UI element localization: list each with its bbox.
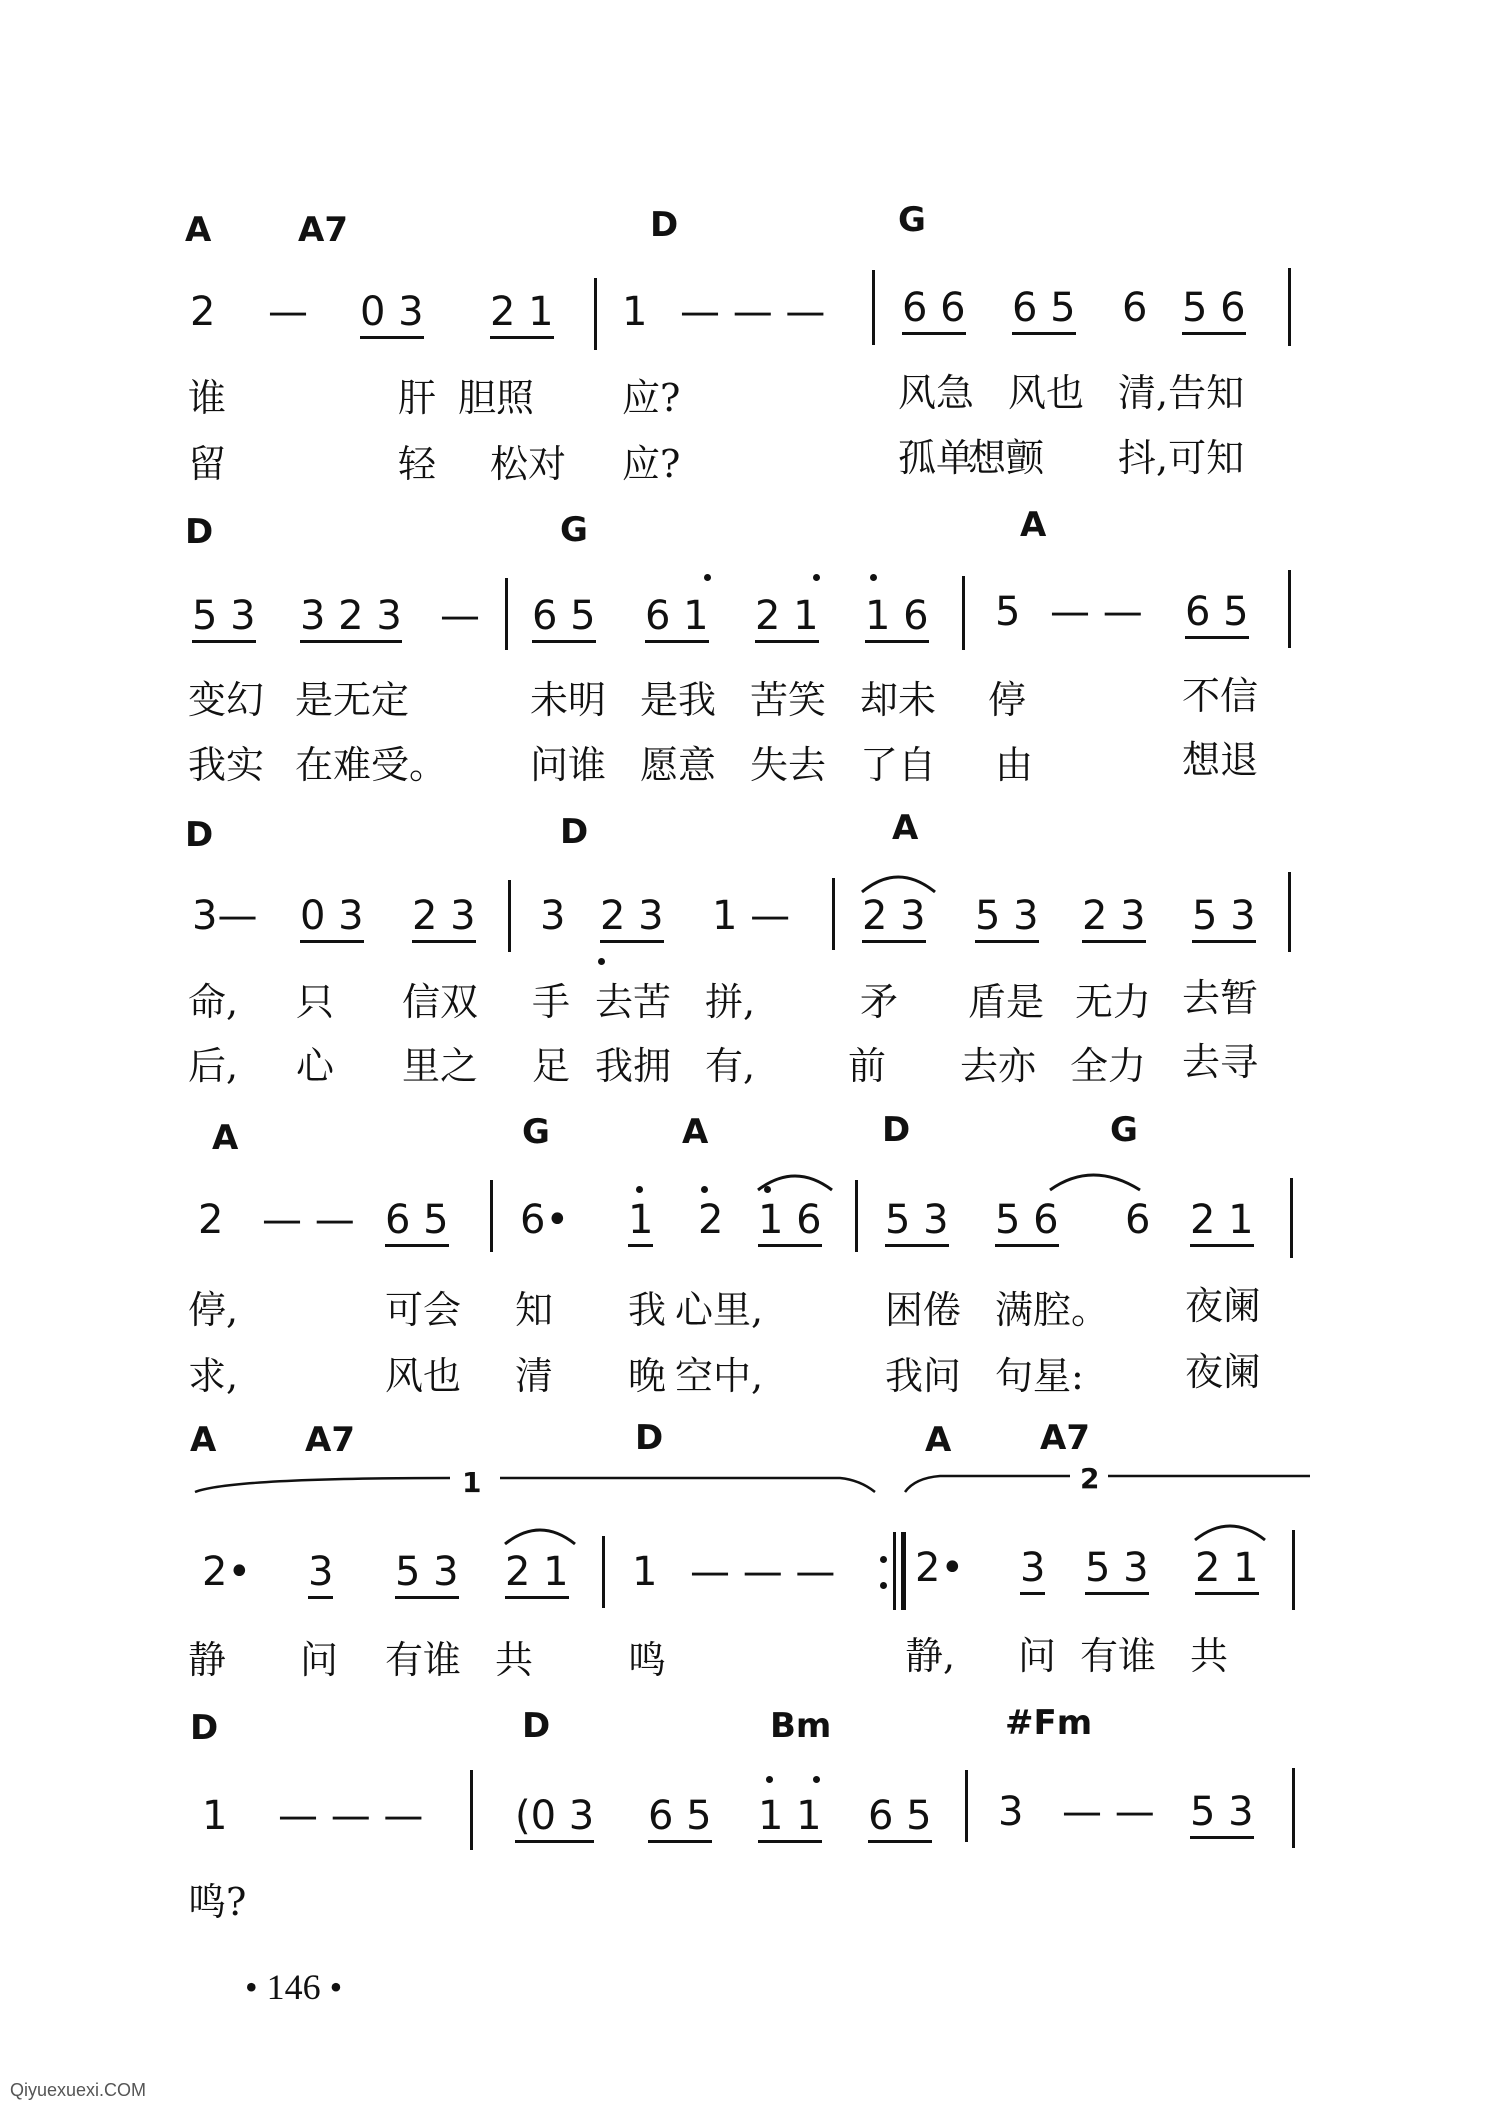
lyric: 轻 xyxy=(398,442,437,486)
lyric: 困倦 xyxy=(885,1288,962,1332)
lyric: 夜阑 xyxy=(1185,1284,1262,1328)
lyric: 苦笑 xyxy=(750,678,827,722)
lyric: 静 xyxy=(188,1638,227,1682)
note-group: 1 6 xyxy=(865,596,929,643)
chord: A xyxy=(682,1112,709,1152)
lyric: 矛 xyxy=(860,980,899,1024)
note: 1 xyxy=(622,289,648,335)
chord: A xyxy=(925,1420,952,1460)
note-group: 2 1 xyxy=(505,1552,569,1599)
lyric: 问 xyxy=(1018,1634,1057,1678)
note: — — xyxy=(262,1197,355,1243)
note: 3— xyxy=(192,893,258,939)
lyric: 知 xyxy=(515,1288,554,1332)
lyric: 有谁 xyxy=(1080,1634,1157,1678)
lyric: 变幻 xyxy=(188,678,265,722)
lyric: 清,告知 xyxy=(1118,371,1245,415)
note: 3 xyxy=(998,1789,1024,1835)
chord: A xyxy=(212,1118,239,1158)
lyric: 前 xyxy=(848,1044,887,1088)
lyric: 去暂 xyxy=(1182,976,1259,1020)
note-group: 6 5 xyxy=(532,596,596,643)
note-group: 1 1 xyxy=(758,1796,822,1843)
volta-label-1: 1 xyxy=(462,1466,482,1499)
note-group: 5 3 xyxy=(192,596,256,643)
note-group: 5 6 xyxy=(995,1200,1059,1247)
page-number: • 146 • xyxy=(245,1967,343,2007)
lyric: 后, xyxy=(188,1044,239,1088)
lyric: 盾是 xyxy=(968,980,1045,1024)
note-group: 0 3 xyxy=(360,292,424,339)
lyric: 谁 xyxy=(188,376,227,420)
note-group: 6 5 xyxy=(1185,592,1249,639)
lyric: 停, xyxy=(188,1288,239,1332)
lyric: 信双 xyxy=(402,980,479,1024)
slur xyxy=(505,1530,575,1544)
lyric: 孤单 xyxy=(898,436,975,480)
lyric: 风也 xyxy=(385,1354,462,1398)
lyric: 在难受。 xyxy=(295,743,448,787)
watermark: Qiyuexuexi.COM xyxy=(10,2080,147,2100)
lyric: 肝 xyxy=(398,376,437,420)
chord: G xyxy=(898,200,926,240)
chord: D xyxy=(185,512,214,552)
chord: A7 xyxy=(1040,1418,1090,1458)
note-group: 5 3 xyxy=(975,896,1039,943)
lyric: 风急 xyxy=(898,371,975,415)
note: — — — xyxy=(278,1793,424,1839)
chord: D xyxy=(522,1706,551,1746)
lyric: 由 xyxy=(995,743,1034,787)
note-group: 5 3 xyxy=(1085,1548,1149,1595)
chord: D xyxy=(635,1418,664,1458)
lyric: 去苦 xyxy=(595,980,672,1024)
lyric: 只 xyxy=(296,980,335,1024)
lyric: 鸣 xyxy=(628,1638,667,1682)
lyric: 是我 xyxy=(640,678,717,722)
lyric: 夜阑 xyxy=(1185,1350,1262,1394)
lyric: 失去 xyxy=(750,743,827,787)
chord: A7 xyxy=(298,210,348,250)
note: 1 — xyxy=(712,893,791,939)
note: 2• xyxy=(915,1545,965,1591)
lyric: 是无定 xyxy=(295,678,410,722)
chord: #Fm xyxy=(1005,1703,1093,1743)
note: 6 xyxy=(1122,285,1148,331)
lyric: 想颤 xyxy=(968,436,1045,480)
lyric: 句星: xyxy=(995,1354,1084,1398)
lyric: 有谁 xyxy=(385,1638,462,1682)
lyric: 求, xyxy=(188,1354,239,1398)
note: 1 xyxy=(632,1549,658,1595)
lyric: 问 xyxy=(300,1638,339,1682)
chord: D xyxy=(560,812,589,852)
note: 6• xyxy=(520,1197,570,1243)
chord: D xyxy=(190,1708,219,1748)
lyric: 全力 xyxy=(1070,1044,1147,1088)
note-group: 2 3 xyxy=(862,896,926,943)
note-group: 2 3 xyxy=(600,896,664,943)
note-group: 6 5 xyxy=(868,1796,932,1843)
lyric: 清 xyxy=(515,1354,554,1398)
note-group: 6 6 xyxy=(902,288,966,335)
lyric: 我实 xyxy=(188,743,265,787)
note: 2 xyxy=(698,1197,724,1243)
lyric: 空中, xyxy=(675,1354,764,1398)
note-group: 2 1 xyxy=(1195,1548,1259,1595)
lyric: 拼, xyxy=(705,980,756,1024)
note-group: 5 3 xyxy=(1192,896,1256,943)
lyric: 我问 xyxy=(885,1354,962,1398)
chord: G xyxy=(560,510,588,550)
lyric: 共 xyxy=(495,1638,534,1682)
lyric: 命, xyxy=(188,980,239,1024)
lyric: 应? xyxy=(622,442,681,486)
note-group: 3 xyxy=(308,1552,333,1599)
lyric: 胆照 xyxy=(458,376,535,420)
lyric: 留 xyxy=(188,442,227,486)
note: 2• xyxy=(202,1549,252,1595)
note: — — — xyxy=(680,289,826,335)
note: 2 xyxy=(190,289,216,335)
lyric: 去亦 xyxy=(960,1044,1037,1088)
lyric: 满腔。 xyxy=(995,1288,1110,1332)
lyric: 不信 xyxy=(1182,674,1259,718)
note-group: 6 5 xyxy=(1012,288,1076,335)
lyric: 鸣? xyxy=(188,1880,247,1924)
lyric: 愿意 xyxy=(640,743,717,787)
note: — — xyxy=(1062,1789,1155,1835)
chord: A xyxy=(892,808,919,848)
note: — — xyxy=(1050,589,1143,635)
chord: Bm xyxy=(770,1706,832,1746)
lyric: 风也 xyxy=(1008,371,1085,415)
note-group: 2 3 xyxy=(1082,896,1146,943)
note-group: 2 3 xyxy=(412,896,476,943)
tie xyxy=(1050,1175,1140,1190)
lyric: 抖,可知 xyxy=(1118,436,1245,480)
volta-bracket-2 xyxy=(905,1476,1310,1492)
lyric: 足 xyxy=(532,1044,571,1088)
lyric: 却未 xyxy=(860,678,937,722)
slur xyxy=(862,877,935,892)
lyric: 未明 xyxy=(530,678,607,722)
note-group: 6 5 xyxy=(385,1200,449,1247)
lyric: 可会 xyxy=(385,1288,462,1332)
chord: G xyxy=(1110,1110,1138,1150)
note: 5 xyxy=(995,589,1021,635)
lyric: 静, xyxy=(905,1634,956,1678)
lyric: 应? xyxy=(622,376,681,420)
lyric: 里之 xyxy=(402,1044,479,1088)
lyric: 我 xyxy=(628,1288,667,1332)
lyric: 有, xyxy=(705,1044,756,1088)
chord: A xyxy=(185,210,212,250)
note-group: 3 xyxy=(1020,1548,1045,1595)
note: 6 xyxy=(1125,1197,1151,1243)
lyric: 无力 xyxy=(1075,980,1152,1024)
note-group: (0 3 xyxy=(515,1796,594,1843)
chord: D xyxy=(882,1110,911,1150)
lyric: 心里, xyxy=(675,1288,764,1332)
lyric: 共 xyxy=(1190,1634,1229,1678)
note: 3 xyxy=(540,893,566,939)
note-group: 6 5 xyxy=(648,1796,712,1843)
note-group: 0 3 xyxy=(300,896,364,943)
note-group: 5 3 xyxy=(395,1552,459,1599)
slur xyxy=(758,1176,832,1190)
lyric: 手 xyxy=(532,980,571,1024)
chord: A xyxy=(190,1420,217,1460)
note-group: 1 6 xyxy=(758,1200,822,1247)
chord: A7 xyxy=(305,1420,355,1460)
note: 2 xyxy=(198,1197,224,1243)
lyric: 晚 xyxy=(628,1354,667,1398)
note-group: 2 1 xyxy=(755,596,819,643)
slur xyxy=(1195,1526,1265,1540)
lyric: 想退 xyxy=(1182,738,1259,782)
lyric: 停 xyxy=(988,678,1027,722)
note-group: 1 xyxy=(628,1200,653,1247)
note-group: 2 1 xyxy=(1190,1200,1254,1247)
note-group: 6 1 xyxy=(645,596,709,643)
note: — xyxy=(268,289,308,335)
lyric: 去寻 xyxy=(1182,1040,1259,1084)
chord: G xyxy=(522,1112,550,1152)
note-group: 3 2 3 xyxy=(300,596,402,643)
chord: A xyxy=(1020,505,1047,545)
note-group: 2 1 xyxy=(490,292,554,339)
lyric: 我拥 xyxy=(595,1044,672,1088)
note: — xyxy=(440,593,480,639)
lyric: 问谁 xyxy=(530,743,607,787)
volta-label-2: 2 xyxy=(1080,1462,1100,1495)
lyric: 了自 xyxy=(860,743,937,787)
lyric: 松对 xyxy=(490,442,567,486)
note-group: 5 3 xyxy=(1190,1792,1254,1839)
chord: D xyxy=(650,205,679,245)
note-group: 5 3 xyxy=(885,1200,949,1247)
chord: D xyxy=(185,815,214,855)
note: 1 xyxy=(202,1793,228,1839)
note-group: 5 6 xyxy=(1182,288,1246,335)
note: — — — xyxy=(690,1549,836,1595)
volta-bracket-1 xyxy=(195,1478,875,1492)
lyric: 心 xyxy=(296,1044,335,1088)
